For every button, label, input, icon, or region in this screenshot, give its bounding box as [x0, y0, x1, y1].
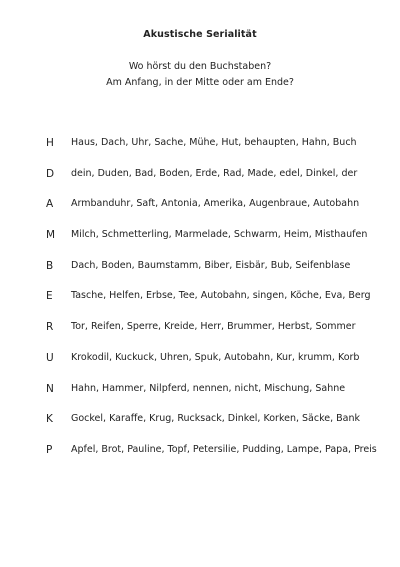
word-list: Krokodil, Kuckuck, Uhren, Spuk, Autobahn, Kur, krumm, Korb — [71, 351, 360, 363]
target-letter: H — [46, 137, 54, 149]
word-list: Tor, Reifen, Sperre, Kreide, Herr, Brummer, Herbst, Sommer — [71, 321, 356, 333]
target-letter: B — [46, 259, 54, 272]
list-item — [0, 284, 400, 315]
word-list: Dach, Boden, Baumstamm, Biber, Eisbär, Bub, Seifenblase — [71, 259, 351, 271]
list-item — [0, 131, 400, 162]
target-letter: K — [46, 413, 53, 426]
list-item — [0, 346, 400, 377]
word-list: Apfel, Brot, Pauline, Topf, Petersilie, Pudding, Lampe, Papa, Preis — [71, 443, 377, 455]
question-line-2: Am Anfang, in der Mitte oder am Ende? — [106, 77, 294, 88]
target-letter: D — [46, 167, 55, 180]
word-list: dein, Duden, Bad, Boden, Erde, Rad, Made, edel, Dinkel, der — [71, 167, 358, 179]
word-list: Tasche, Helfen, Erbse, Tee, Autobahn, singen, Köche, Eva, Berg — [71, 290, 371, 302]
target-letter: P — [46, 443, 53, 456]
target-letter: A — [46, 198, 54, 211]
target-letter: R — [46, 321, 54, 334]
page-title: Akustische Serialität — [143, 29, 257, 40]
letter-word-list — [0, 131, 400, 469]
list-item — [0, 438, 400, 469]
list-item — [0, 192, 400, 223]
list-item — [0, 254, 400, 285]
list-item — [0, 223, 400, 254]
word-list: Hahn, Hammer, Nilpferd, nennen, nicht, Mischung, Sahne — [71, 382, 346, 394]
list-item — [0, 162, 400, 193]
target-letter: N — [46, 382, 54, 395]
word-list: Milch, Schmetterling, Marmelade, Schwarm, Heim, Misthaufen — [71, 229, 368, 241]
list-item — [0, 407, 400, 438]
target-letter: E — [46, 290, 53, 303]
list-item — [0, 377, 400, 408]
word-list: Armbanduhr, Saft, Antonia, Amerika, Augenbraue, Autobahn — [71, 198, 360, 210]
word-list: Haus, Dach, Uhr, Sache, Mühe, Hut, behaupten, Hahn, Buch — [71, 137, 357, 148]
target-letter: M — [46, 229, 56, 242]
list-item — [0, 315, 400, 346]
target-letter: U — [46, 351, 54, 364]
question-line-1: Wo hörst du den Buchstaben? — [128, 61, 272, 72]
word-list: Gockel, Karaffe, Krug, Rucksack, Dinkel, Korken, Säcke, Bank — [71, 413, 360, 425]
